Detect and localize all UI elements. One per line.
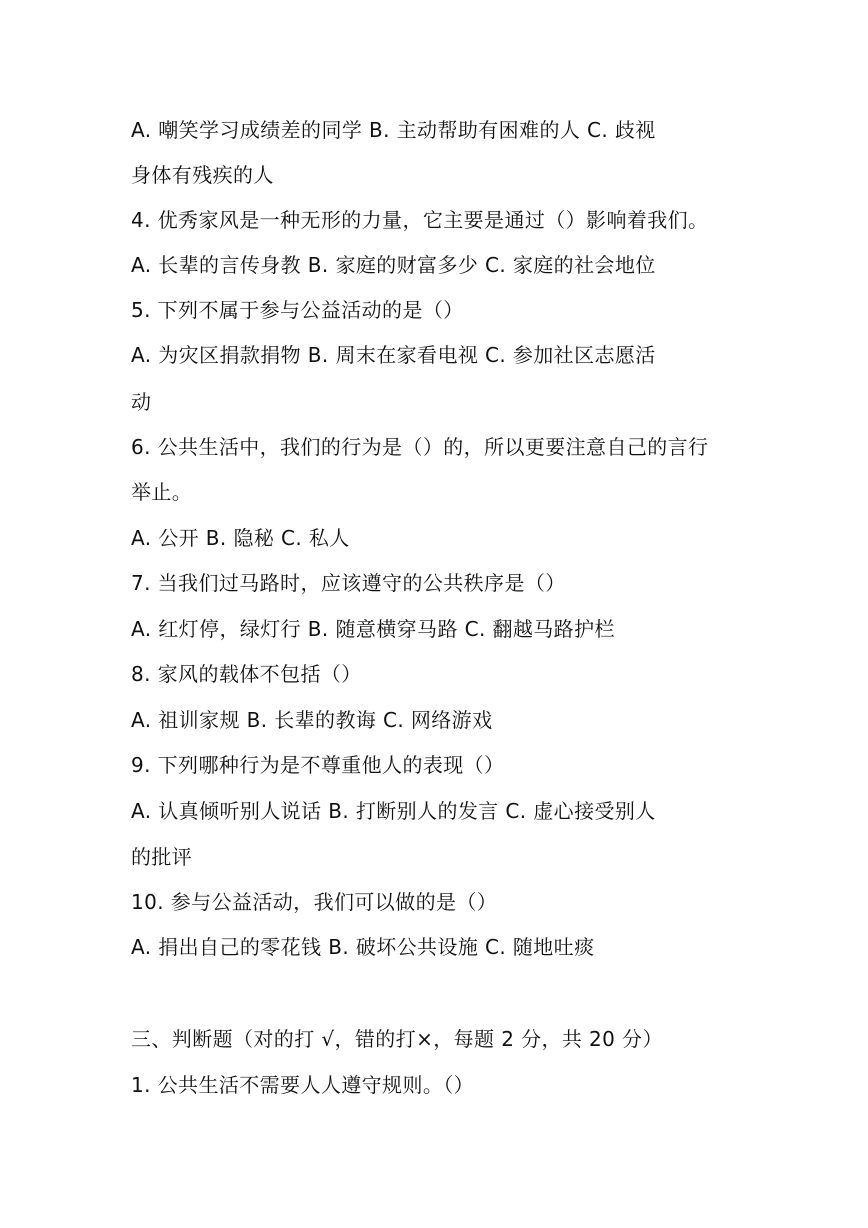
question-6-continued: 举止。	[131, 480, 193, 504]
question-6: 6. 公共生活中，我们的行为是（）的，所以更要注意自己的言行	[131, 435, 709, 459]
option-line-q5: A. 为灾区捐款捐物 B. 周末在家看电视 C. 参加社区志愿活	[131, 343, 656, 367]
option-line-q9: A. 认真倾听别人说话 B. 打断别人的发言 C. 虚心接受别人	[131, 799, 656, 823]
question-4: 4. 优秀家风是一种无形的力量，它主要是通过（）影响着我们。	[131, 208, 709, 232]
option-line-q6: A. 公开 B. 隐秘 C. 私人	[131, 526, 350, 550]
section-heading-true-false: 三、判断题（对的打 √，错的打×，每题 2 分，共 20 分）	[131, 1027, 663, 1051]
option-line-q9-continued: 的批评	[131, 845, 193, 869]
option-line-q7: A. 红灯停，绿灯行 B. 随意横穿马路 C. 翻越马路护栏	[131, 617, 615, 641]
option-line-q10: A. 捐出自己的零花钱 B. 破坏公共设施 C. 随地吐痰	[131, 935, 595, 959]
option-line-q8: A. 祖训家规 B. 长辈的教诲 C. 网络游戏	[131, 708, 493, 732]
option-line-q5-continued: 动	[131, 390, 152, 414]
true-false-question-1: 1. 公共生活不需要人人遵守规则。（）	[131, 1073, 475, 1097]
question-10: 10. 参与公益活动，我们可以做的是（）	[131, 890, 498, 914]
question-7: 7. 当我们过马路时，应该遵守的公共秩序是（）	[131, 571, 566, 595]
question-5: 5. 下列不属于参与公益活动的是（）	[131, 298, 464, 322]
question-8: 8. 家风的载体不包括（）	[131, 662, 362, 686]
option-line-q3-continued: 身体有残疾的人	[131, 163, 274, 187]
question-9: 9. 下列哪种行为是不尊重他人的表现（）	[131, 753, 505, 777]
option-line-q3: A. 嘲笑学习成绩差的同学 B. 主动帮助有困难的人 C. 歧视	[131, 118, 656, 142]
option-line-q4: A. 长辈的言传身教 B. 家庭的财富多少 C. 家庭的社会地位	[131, 253, 656, 277]
